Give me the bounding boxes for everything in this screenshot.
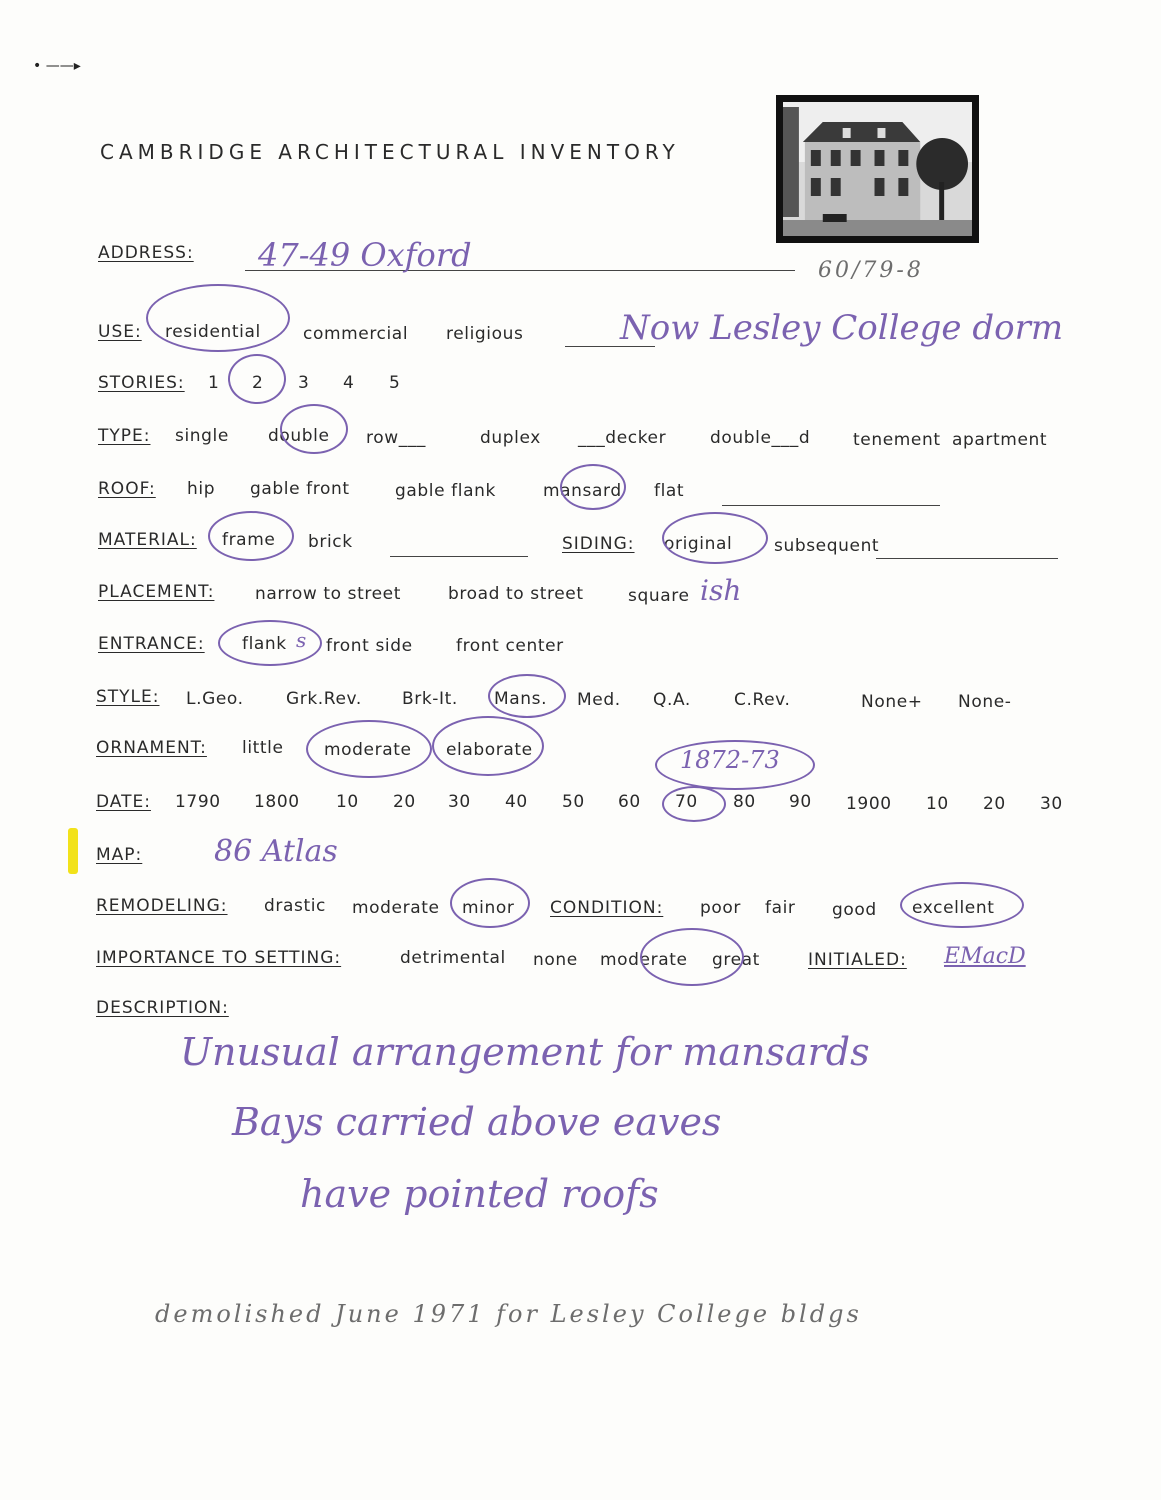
ornament-label: ORNAMENT: xyxy=(96,738,207,758)
condition-option-poor[interactable]: poor xyxy=(700,898,741,918)
type-option-double[interactable]: double xyxy=(268,426,330,446)
corner-mark: • ——▸ xyxy=(33,58,81,74)
map-label: MAP: xyxy=(96,845,143,865)
ornament-option-elaborate[interactable]: elaborate xyxy=(446,740,533,760)
date-option-30[interactable]: 30 xyxy=(448,792,471,812)
roof-option-gable-front[interactable]: gable front xyxy=(250,479,350,499)
use-label: USE: xyxy=(98,322,142,342)
style-option-grkrev[interactable]: Grk.Rev. xyxy=(286,689,362,709)
date-note-circle xyxy=(655,740,815,790)
date-option-10[interactable]: 10 xyxy=(336,792,359,812)
roof-rule xyxy=(722,505,940,506)
type-option-duplex[interactable]: duplex xyxy=(480,428,541,448)
siding-label: SIDING: xyxy=(562,534,635,554)
entrance-option-flank[interactable]: flank xyxy=(242,634,287,654)
condition-label: CONDITION: xyxy=(550,898,664,918)
date-option-50[interactable]: 50 xyxy=(562,792,585,812)
address-value: 47-49 Oxford xyxy=(258,236,472,274)
importance-option-moderate[interactable]: moderate xyxy=(600,950,688,970)
importance-option-detrimental[interactable]: detrimental xyxy=(400,948,506,968)
roof-label: ROOF: xyxy=(98,479,156,499)
style-option-crev[interactable]: C.Rev. xyxy=(734,690,791,710)
date-option-40[interactable]: 40 xyxy=(505,792,528,812)
type-option-single[interactable]: single xyxy=(175,426,229,446)
date-option-1930[interactable]: 30 xyxy=(1040,794,1063,814)
entrance-option-front-center[interactable]: front center xyxy=(456,636,564,656)
remodeling-selected-circle xyxy=(450,878,530,928)
importance-option-great[interactable]: great xyxy=(712,950,760,970)
siding-option-subsequent[interactable]: subsequent xyxy=(774,536,880,556)
material-label: MATERIAL: xyxy=(98,530,197,550)
style-option-none-plus[interactable]: None+ xyxy=(861,692,923,712)
style-option-brkit[interactable]: Brk-It. xyxy=(402,689,458,709)
placement-option-broad[interactable]: broad to street xyxy=(448,584,584,604)
roof-option-mansard[interactable]: mansard xyxy=(543,481,622,501)
roof-option-hip[interactable]: hip xyxy=(187,479,216,499)
map-value: 86 Atlas xyxy=(214,834,338,869)
style-option-qa[interactable]: Q.A. xyxy=(653,690,691,710)
initialed-value: EMacD xyxy=(944,944,1026,969)
stories-option-2[interactable]: 2 xyxy=(252,373,264,393)
type-option-row[interactable]: row___ xyxy=(366,428,427,448)
placement-option-narrow[interactable]: narrow to street xyxy=(255,584,401,604)
placement-option-square[interactable]: square xyxy=(628,586,690,606)
type-option-double-d[interactable]: double___d xyxy=(710,428,811,448)
condition-option-excellent[interactable]: excellent xyxy=(912,898,995,918)
type-option-tenement[interactable]: tenement xyxy=(853,430,941,450)
date-option-1800[interactable]: 1800 xyxy=(254,792,300,812)
remodeling-option-minor[interactable]: minor xyxy=(462,898,515,918)
description-line-2: Bays carried above eaves xyxy=(232,1100,722,1144)
type-selected-circle xyxy=(280,404,348,454)
use-option-residential[interactable]: residential xyxy=(165,322,261,342)
importance-label: IMPORTANCE TO SETTING: xyxy=(96,948,342,968)
entrance-note: s xyxy=(296,628,307,652)
date-selected-circle xyxy=(662,786,726,822)
page-title: CAMBRIDGE ARCHITECTURAL INVENTORY xyxy=(100,140,680,164)
date-label: DATE: xyxy=(96,792,151,812)
ornament-option-little[interactable]: little xyxy=(242,738,284,758)
use-option-religious[interactable]: religious xyxy=(446,324,524,344)
material-selected-circle xyxy=(208,511,294,561)
initialed-label: INITIALED: xyxy=(808,950,907,970)
stories-label: STORIES: xyxy=(98,373,185,393)
roof-option-flat[interactable]: flat xyxy=(654,481,685,501)
date-option-70[interactable]: 70 xyxy=(675,792,698,812)
roof-selected-circle xyxy=(560,464,626,510)
description-label: DESCRIPTION: xyxy=(96,998,229,1018)
style-option-mans[interactable]: Mans. xyxy=(494,689,548,709)
style-selected-circle xyxy=(488,674,566,718)
remodeling-option-moderate[interactable]: moderate xyxy=(352,898,440,918)
importance-selected-circle xyxy=(640,928,744,986)
entrance-option-front-side[interactable]: front side xyxy=(326,636,413,656)
stories-option-1[interactable]: 1 xyxy=(208,373,220,393)
siding-option-original[interactable]: original xyxy=(664,534,733,554)
use-option-commercial[interactable]: commercial xyxy=(303,324,409,344)
use-selected-circle xyxy=(146,284,290,352)
condition-option-fair[interactable]: fair xyxy=(765,898,796,918)
description-line-1: Unusual arrangement for mansards xyxy=(180,1030,870,1074)
entrance-selected-circle xyxy=(218,620,322,666)
style-option-lgeo[interactable]: L.Geo. xyxy=(186,689,244,709)
condition-selected-circle xyxy=(900,882,1024,928)
highlighter-mark xyxy=(68,828,78,874)
entrance-label: ENTRANCE: xyxy=(98,634,205,654)
style-label: STYLE: xyxy=(96,687,160,707)
date-option-1910[interactable]: 10 xyxy=(926,794,949,814)
demolition-note: demolished June 1971 for Lesley College bldgs xyxy=(155,1300,862,1328)
date-option-1900[interactable]: 1900 xyxy=(846,794,892,814)
style-option-med[interactable]: Med. xyxy=(577,690,621,710)
address-label: ADDRESS: xyxy=(98,243,194,263)
date-option-60[interactable]: 60 xyxy=(618,792,641,812)
address-ref-number: 60/79-8 xyxy=(818,258,924,283)
ornament-option-moderate[interactable]: moderate xyxy=(324,740,412,760)
building-photo-icon xyxy=(776,95,979,243)
remodeling-option-drastic[interactable]: drastic xyxy=(264,896,326,916)
date-option-90[interactable]: 90 xyxy=(789,792,812,812)
material-rule xyxy=(390,556,528,557)
stories-option-5[interactable]: 5 xyxy=(389,373,401,393)
remodeling-label: REMODELING: xyxy=(96,896,228,916)
condition-option-good[interactable]: good xyxy=(832,900,877,920)
date-option-20[interactable]: 20 xyxy=(393,792,416,812)
roof-option-gable-flank[interactable]: gable flank xyxy=(395,481,496,501)
ornament-elaborate-circle xyxy=(432,716,544,776)
importance-option-none[interactable]: none xyxy=(533,950,578,970)
placement-note: ish xyxy=(700,574,742,607)
date-option-1790[interactable]: 1790 xyxy=(175,792,221,812)
material-option-brick[interactable]: brick xyxy=(308,532,353,552)
stories-selected-circle xyxy=(228,354,286,404)
ornament-moderate-circle xyxy=(306,720,432,778)
type-option-apartment[interactable]: apartment xyxy=(952,430,1048,450)
use-note: Now Lesley College dorm xyxy=(620,308,1064,348)
stories-option-4[interactable]: 4 xyxy=(343,373,355,393)
material-option-frame[interactable]: frame xyxy=(222,530,276,550)
date-option-1920[interactable]: 20 xyxy=(983,794,1006,814)
style-option-none-minus[interactable]: None- xyxy=(958,692,1012,712)
date-note: 1872-73 xyxy=(680,746,780,774)
type-option-decker[interactable]: ___decker xyxy=(578,428,667,448)
date-option-80[interactable]: 80 xyxy=(733,792,756,812)
siding-rule xyxy=(876,558,1058,559)
siding-selected-circle xyxy=(662,512,768,564)
description-line-3: have pointed roofs xyxy=(300,1172,659,1216)
stories-option-3[interactable]: 3 xyxy=(298,373,310,393)
placement-label: PLACEMENT: xyxy=(98,582,215,602)
type-label: TYPE: xyxy=(98,426,151,446)
